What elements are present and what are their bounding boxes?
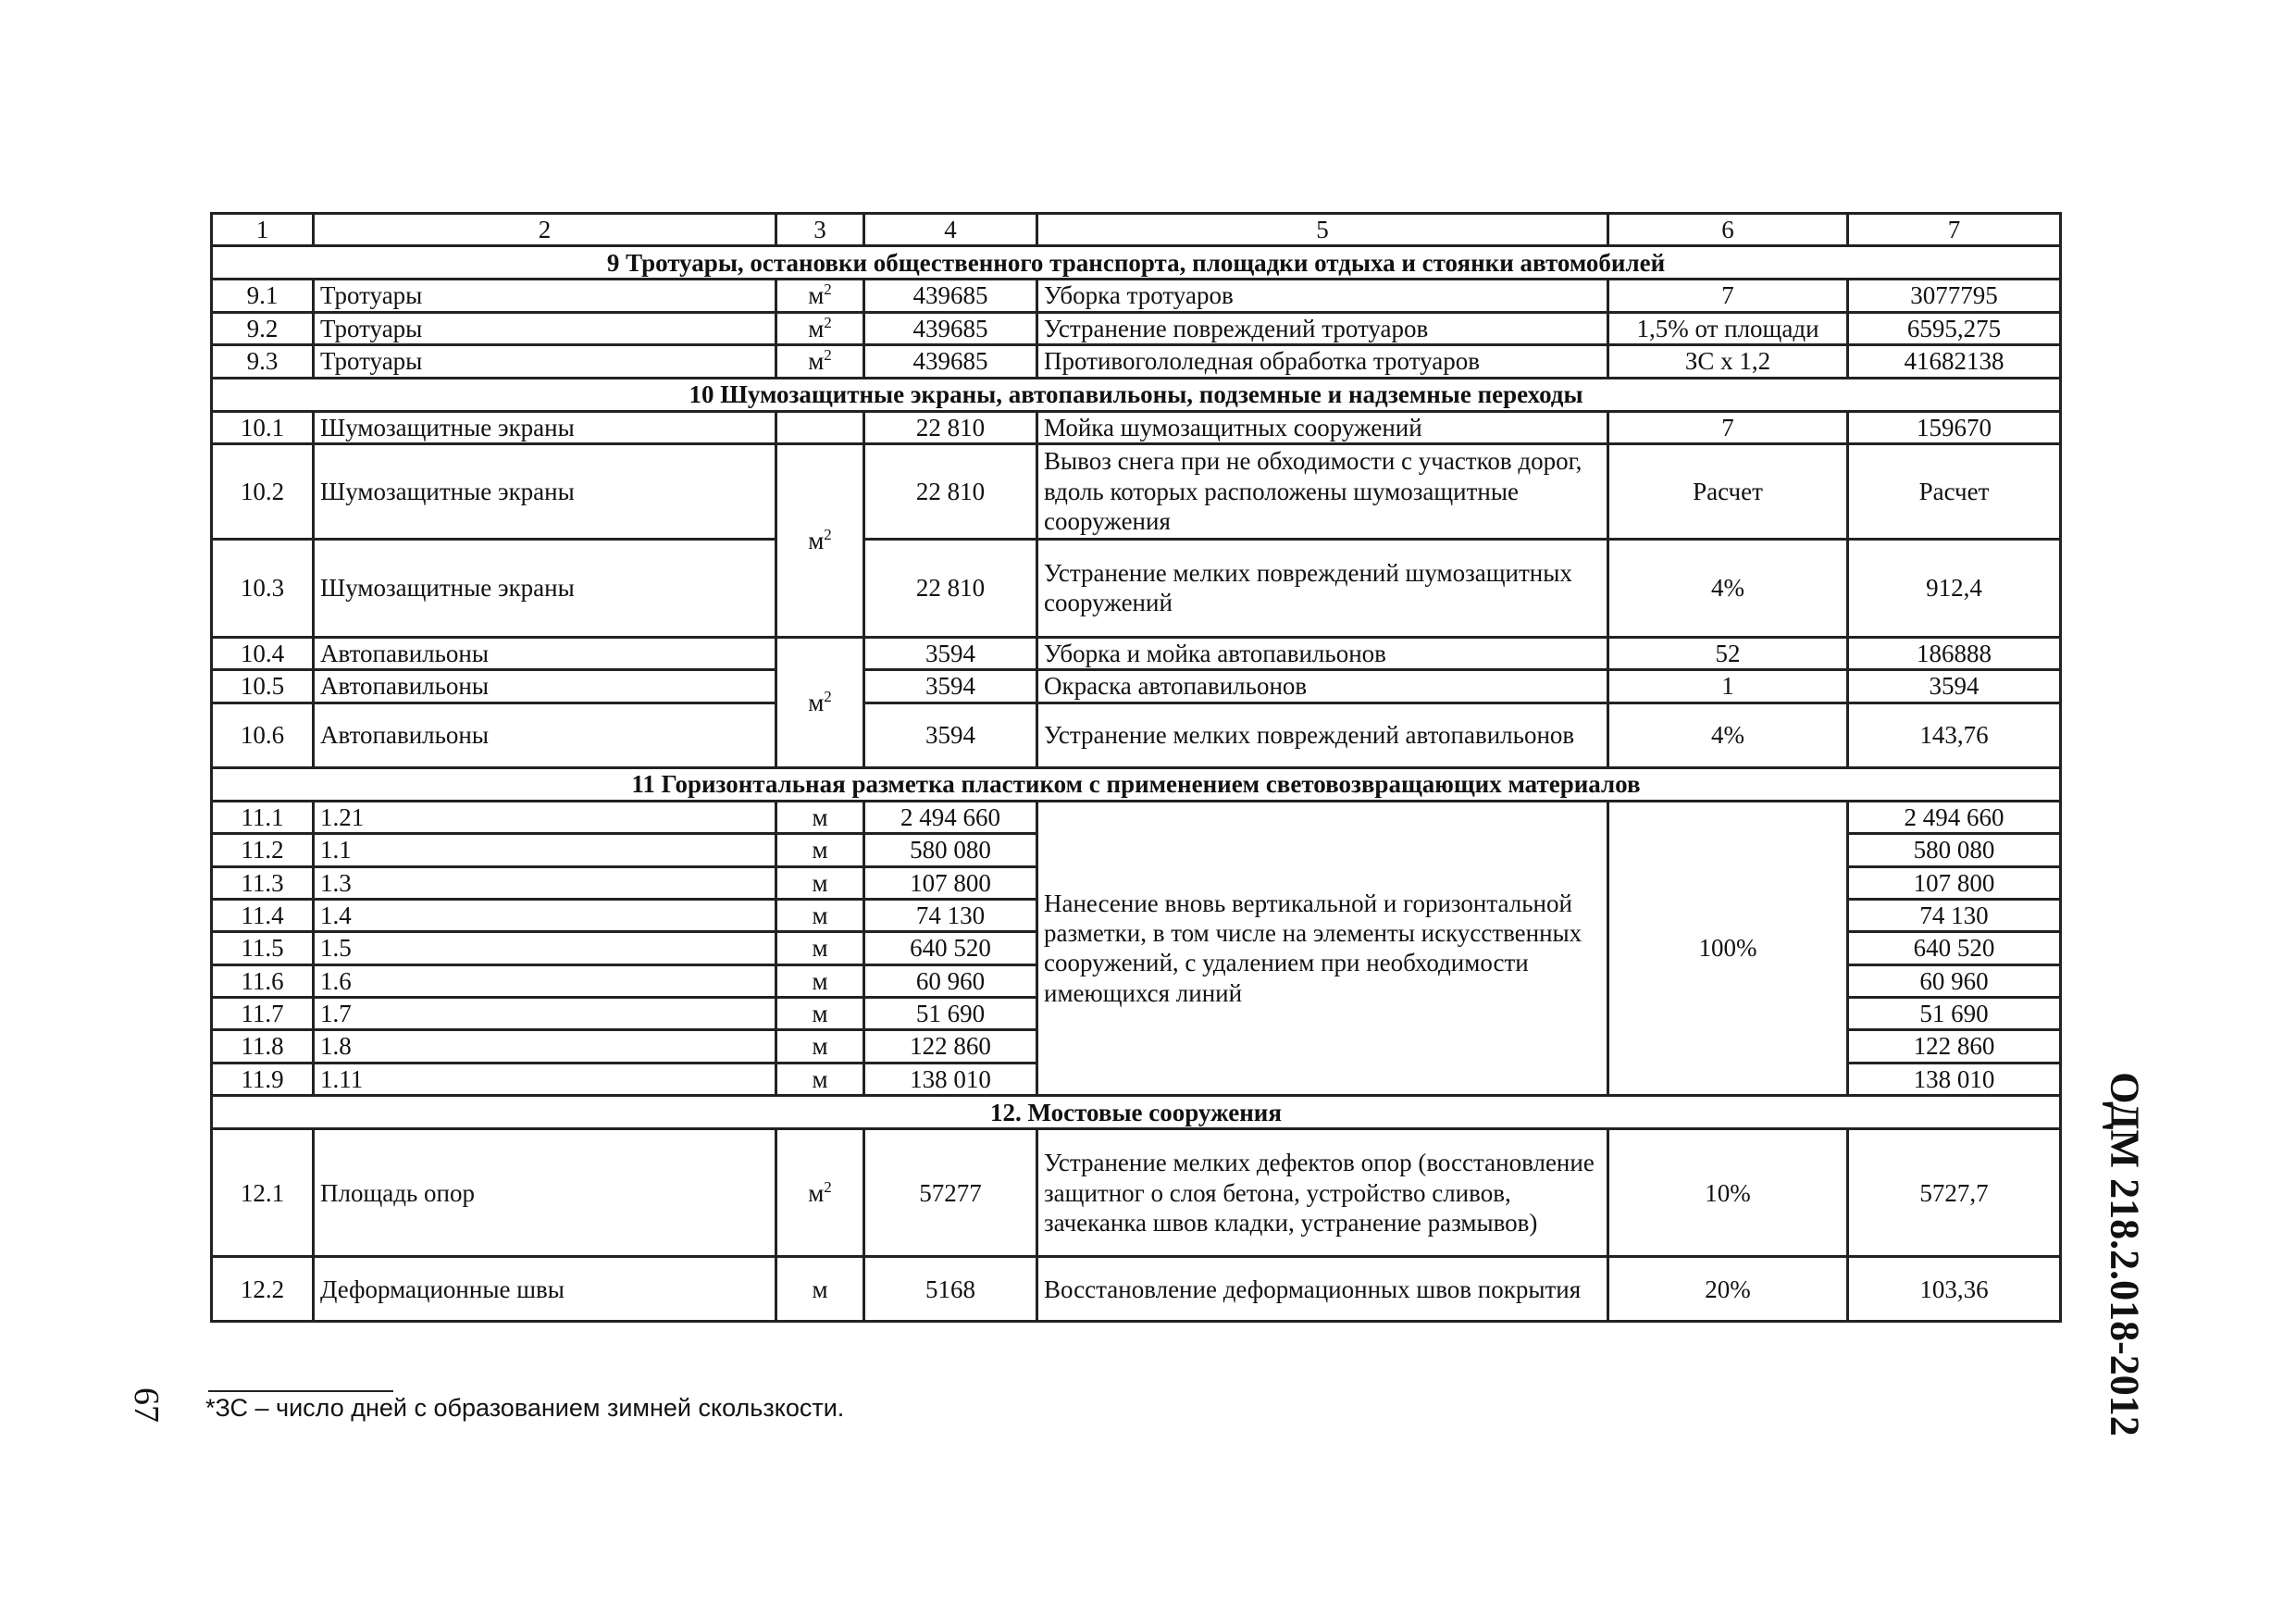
work-description-merged: Нанесение вновь вертикальной и горизонтальной разметки, в том числе на элементы искусственных сооружений, с удалением при необходимости имеющихся линий xyxy=(1037,801,1608,1096)
unit-exponent: 2 xyxy=(824,1177,832,1196)
element-name: Автопавильоны xyxy=(314,703,776,767)
work-description: Устранение мелких дефектов опор (восстановление защитног о слоя бетона, устройство сливов, зачеканка швов кладки, устранение размывов) xyxy=(1037,1129,1608,1257)
total-cell: 5727,7 xyxy=(1848,1129,2061,1257)
row-number: 11.2 xyxy=(212,834,314,866)
work-description: Устранение повреждений тротуаров xyxy=(1037,312,1608,344)
quantity-cell: 57277 xyxy=(864,1129,1037,1257)
header-cell: 3 xyxy=(776,214,864,246)
element-name: Тротуары xyxy=(314,280,776,312)
unit-label: м xyxy=(808,314,825,342)
footnote: *ЗС – число дней с образованием зимней скользкости. xyxy=(205,1394,845,1422)
unit-exponent: 2 xyxy=(824,280,832,299)
quantity-cell: 2 494 660 xyxy=(864,801,1037,833)
table-row xyxy=(212,703,2061,767)
quantity-cell: 3594 xyxy=(864,703,1037,767)
quantity-cell: 580 080 xyxy=(864,834,1037,866)
element-name: Шумозащитные экраны xyxy=(314,411,776,443)
norm-cell: ЗС х 1,2 xyxy=(1608,345,1848,378)
unit-cell: м xyxy=(776,998,864,1030)
element-name: Деформационные швы xyxy=(314,1257,776,1322)
row-number: 11.8 xyxy=(212,1030,314,1063)
norm-cell: 7 xyxy=(1608,280,1848,312)
quantity-cell: 22 810 xyxy=(864,539,1037,637)
work-description: Уборка тротуаров xyxy=(1037,280,1608,312)
quantity-cell: 138 010 xyxy=(864,1063,1037,1095)
quantity-cell: 122 860 xyxy=(864,1030,1037,1063)
row-number: 10.2 xyxy=(212,443,314,539)
quantity-cell: 640 520 xyxy=(864,932,1037,964)
table-row xyxy=(212,1129,2061,1257)
data-table xyxy=(210,212,2062,1323)
norm-cell: 7 xyxy=(1608,411,1848,443)
total-cell: 41682138 xyxy=(1848,345,2061,378)
table-row xyxy=(212,801,2061,833)
element-name: Площадь опор xyxy=(314,1129,776,1257)
total-cell: 580 080 xyxy=(1848,834,2061,866)
quantity-cell: 60 960 xyxy=(864,964,1037,997)
element-name: 1.11 xyxy=(314,1063,776,1095)
unit-cell xyxy=(776,411,864,443)
total-cell: 143,76 xyxy=(1848,703,2061,767)
quantity-cell: 3594 xyxy=(864,637,1037,669)
table-row xyxy=(212,539,2061,637)
section-title: 11 Горизонтальная разметка пластиком с применением световозвращающих материалов xyxy=(212,767,2061,801)
quantity-cell: 439685 xyxy=(864,345,1037,378)
row-number: 12.1 xyxy=(212,1129,314,1257)
header-cell: 4 xyxy=(864,214,1037,246)
total-cell: 138 010 xyxy=(1848,1063,2061,1095)
quantity-cell: 22 810 xyxy=(864,443,1037,539)
unit-cell: м xyxy=(776,1063,864,1095)
norm-cell: 4% xyxy=(1608,703,1848,767)
footnote-separator xyxy=(208,1390,393,1392)
work-description: Противогололедная обработка тротуаров xyxy=(1037,345,1608,378)
section-title: 9 Тротуары, остановки общественного транспорта, площадки отдыха и стоянки автомобилей xyxy=(212,246,2061,280)
unit-cell-merged xyxy=(776,637,864,767)
total-cell: 107 800 xyxy=(1848,866,2061,899)
norm-cell: 52 xyxy=(1608,637,1848,669)
table-row xyxy=(212,345,2061,378)
header-cell: 5 xyxy=(1037,214,1608,246)
unit-cell: м xyxy=(776,964,864,997)
row-number: 11.1 xyxy=(212,801,314,833)
row-number: 11.6 xyxy=(212,964,314,997)
unit-cell xyxy=(776,345,864,378)
element-name: Тротуары xyxy=(314,345,776,378)
work-description: Восстановление деформационных швов покрытия xyxy=(1037,1257,1608,1322)
quantity-cell: 439685 xyxy=(864,280,1037,312)
total-cell: 2 494 660 xyxy=(1848,801,2061,833)
table-row xyxy=(212,443,2061,539)
table-row xyxy=(212,670,2061,703)
total-cell: 3077795 xyxy=(1848,280,2061,312)
work-description: Окраска автопавильонов xyxy=(1037,670,1608,703)
column-number-header xyxy=(212,214,2061,246)
total-cell: 122 860 xyxy=(1848,1030,2061,1063)
norm-cell: Расчет xyxy=(1608,443,1848,539)
element-name: Автопавильоны xyxy=(314,670,776,703)
unit-label: м xyxy=(808,1178,825,1207)
unit-exponent: 2 xyxy=(824,687,832,705)
section-title: 10 Шумозащитные экраны, автопавильоны, подземные и надземные переходы xyxy=(212,378,2061,411)
unit-label: м xyxy=(808,281,825,310)
element-name: 1.3 xyxy=(314,866,776,899)
norm-cell: 1 xyxy=(1608,670,1848,703)
section-header-row xyxy=(212,1096,2061,1129)
table-row xyxy=(212,411,2061,443)
element-name: 1.6 xyxy=(314,964,776,997)
unit-cell: м xyxy=(776,1257,864,1322)
work-description: Устранение мелких повреждений шумозащитных сооружений xyxy=(1037,539,1608,637)
work-description: Вывоз снега при не обходимости с участков дорог, вдоль которых расположены шумозащитные сооружения xyxy=(1037,443,1608,539)
unit-cell: м xyxy=(776,1030,864,1063)
norm-cell: 10% xyxy=(1608,1129,1848,1257)
quantity-cell: 74 130 xyxy=(864,899,1037,931)
row-number: 10.6 xyxy=(212,703,314,767)
total-cell: 159670 xyxy=(1848,411,2061,443)
row-number: 10.3 xyxy=(212,539,314,637)
row-number: 9.2 xyxy=(212,312,314,344)
header-cell: 1 xyxy=(212,214,314,246)
unit-cell xyxy=(776,1129,864,1257)
total-cell: 186888 xyxy=(1848,637,2061,669)
norm-cell: 1,5% от площади xyxy=(1608,312,1848,344)
header-cell: 6 xyxy=(1608,214,1848,246)
element-name: 1.8 xyxy=(314,1030,776,1063)
page-number: 67 xyxy=(127,1387,166,1423)
header-cell: 7 xyxy=(1848,214,2061,246)
section-title: 12. Мостовые сооружения xyxy=(212,1096,2061,1129)
total-cell: 640 520 xyxy=(1848,932,2061,964)
quantity-cell: 107 800 xyxy=(864,866,1037,899)
total-cell: 60 960 xyxy=(1848,964,2061,997)
table-row xyxy=(212,1257,2061,1322)
unit-cell: м xyxy=(776,932,864,964)
quantity-cell: 5168 xyxy=(864,1257,1037,1322)
table-row xyxy=(212,312,2061,344)
total-cell: 3594 xyxy=(1848,670,2061,703)
quantity-cell: 22 810 xyxy=(864,411,1037,443)
unit-exponent: 2 xyxy=(824,525,832,543)
unit-exponent: 2 xyxy=(824,313,832,331)
work-description: Устранение мелких повреждений автопавильонов xyxy=(1037,703,1608,767)
unit-cell-merged xyxy=(776,443,864,637)
total-cell: Расчет xyxy=(1848,443,2061,539)
norm-cell-merged: 100% xyxy=(1608,801,1848,1096)
element-name: Тротуары xyxy=(314,312,776,344)
row-number: 10.1 xyxy=(212,411,314,443)
unit-cell: м xyxy=(776,801,864,833)
row-number: 11.5 xyxy=(212,932,314,964)
table-row xyxy=(212,637,2061,669)
quantity-cell: 439685 xyxy=(864,312,1037,344)
unit-cell xyxy=(776,280,864,312)
element-name: 1.4 xyxy=(314,899,776,931)
element-name: 1.7 xyxy=(314,998,776,1030)
work-description: Уборка и мойка автопавильонов xyxy=(1037,637,1608,669)
unit-label: м xyxy=(808,526,825,554)
norm-cell: 4% xyxy=(1608,539,1848,637)
row-number: 11.3 xyxy=(212,866,314,899)
unit-cell: м xyxy=(776,899,864,931)
table-row xyxy=(212,280,2061,312)
row-number: 10.5 xyxy=(212,670,314,703)
unit-label: м xyxy=(808,347,825,376)
total-cell: 103,36 xyxy=(1848,1257,2061,1322)
section-header-row xyxy=(212,767,2061,801)
work-description: Мойка шумозащитных сооружений xyxy=(1037,411,1608,443)
element-name: Шумозащитные экраны xyxy=(314,539,776,637)
unit-cell xyxy=(776,312,864,344)
element-name: 1.5 xyxy=(314,932,776,964)
norm-cell: 20% xyxy=(1608,1257,1848,1322)
total-cell: 912,4 xyxy=(1848,539,2061,637)
document-code: ОДМ 218.2.018-2012 xyxy=(2102,1072,2148,1437)
quantity-cell: 51 690 xyxy=(864,998,1037,1030)
row-number: 11.9 xyxy=(212,1063,314,1095)
element-name: Шумозащитные экраны xyxy=(314,443,776,539)
row-number: 9.3 xyxy=(212,345,314,378)
unit-cell: м xyxy=(776,866,864,899)
total-cell: 74 130 xyxy=(1848,899,2061,931)
row-number: 9.1 xyxy=(212,280,314,312)
row-number: 10.4 xyxy=(212,637,314,669)
section-header-row xyxy=(212,378,2061,411)
row-number: 12.2 xyxy=(212,1257,314,1322)
total-cell: 51 690 xyxy=(1848,998,2061,1030)
section-header-row xyxy=(212,246,2061,280)
unit-label: м xyxy=(808,688,825,716)
row-number: 11.7 xyxy=(212,998,314,1030)
total-cell: 6595,275 xyxy=(1848,312,2061,344)
element-name: Автопавильоны xyxy=(314,637,776,669)
quantity-cell: 3594 xyxy=(864,670,1037,703)
header-cell: 2 xyxy=(314,214,776,246)
unit-exponent: 2 xyxy=(824,346,832,365)
element-name: 1.1 xyxy=(314,834,776,866)
row-number: 11.4 xyxy=(212,899,314,931)
element-name: 1.21 xyxy=(314,801,776,833)
unit-cell: м xyxy=(776,834,864,866)
